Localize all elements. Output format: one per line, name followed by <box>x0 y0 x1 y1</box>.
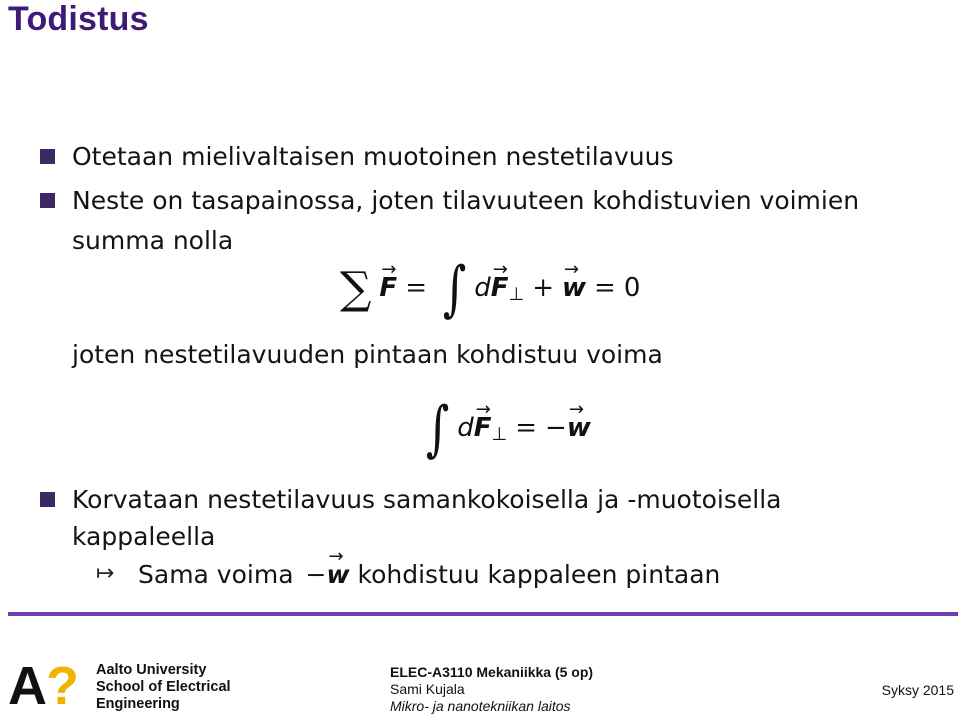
eq1-integral-symbol: ∫ <box>442 253 467 324</box>
slide-title: Todistus <box>8 0 149 38</box>
mid-text: joten nestetilavuuden pintaan kohdistuu voima <box>72 340 663 369</box>
bullet-1-marker <box>40 149 55 164</box>
sub-bullet-suffix: kohdistuu kappaleen pintaan <box>357 560 721 589</box>
eq1-equals-2: = <box>594 273 616 303</box>
university-block <box>96 662 231 713</box>
eq1-F-vector: → F <box>379 268 397 308</box>
author-name: Sami Kujala <box>390 681 465 697</box>
sub-bullet-prefix: Sama voima <box>138 560 294 589</box>
equilibrium-equation <box>340 253 641 324</box>
sub-bullet-w-vector: → w <box>326 559 349 591</box>
eq2-integral-symbol: ∫ <box>425 393 450 464</box>
eq2-minus: − <box>545 413 567 443</box>
eq2-perp: ⊥ <box>491 424 508 445</box>
eq1-perp: ⊥ <box>508 284 525 305</box>
sub-bullet-arrow-icon: ↦ <box>96 561 115 586</box>
surface-force-equation <box>418 393 591 464</box>
eq1-rhs: 0 <box>623 273 641 303</box>
bullet-3-text-line1: Korvataan nestetilavuus samankokoisella ja -muotoisella <box>72 485 782 514</box>
eq1-plus: + <box>532 273 555 303</box>
bullet-1-text: Otetaan mielivaltaisen muotoinen nestetilavuus <box>72 142 674 171</box>
course-code: ELEC-A3110 Mekaniikka (5 op) <box>390 664 594 680</box>
university-name: Aalto University <box>96 662 207 678</box>
aalto-logo-question-mark: ? <box>46 656 79 716</box>
school-name-line2: Engineering <box>96 696 180 712</box>
eq2-w-vector: → w <box>567 408 591 448</box>
bullet-2-text-line2: summa nolla <box>72 226 234 255</box>
sub-bullet-minus: − <box>305 560 327 589</box>
aalto-logo-letter: A <box>8 656 47 716</box>
sub-bullet-text <box>138 559 720 591</box>
eq1-equals: = <box>405 273 427 303</box>
sum-symbol: ∑ <box>340 262 372 314</box>
department-name: Mikro- ja nanotekniikan laitos <box>390 698 571 714</box>
course-info <box>390 664 593 715</box>
bullet-3-text-line2: kappaleella <box>72 522 216 551</box>
eq1-w-vector: → w <box>562 268 586 308</box>
eq2-d: d <box>457 413 474 443</box>
eq1-dF-vector: → F <box>491 268 509 308</box>
bullet-3-marker <box>40 492 55 507</box>
eq2-dF-vector: → F <box>474 408 492 448</box>
eq2-equals: = <box>515 413 538 443</box>
school-name-line1: School of Electrical <box>96 679 231 695</box>
eq1-d: d <box>474 273 491 303</box>
bullet-2-marker <box>40 193 55 208</box>
bullet-2-text-line1: Neste on tasapainossa, joten tilavuuteen kohdistuvien voimien <box>72 186 860 215</box>
footer-divider <box>8 612 958 616</box>
term-label: Syksy 2015 <box>881 682 954 698</box>
